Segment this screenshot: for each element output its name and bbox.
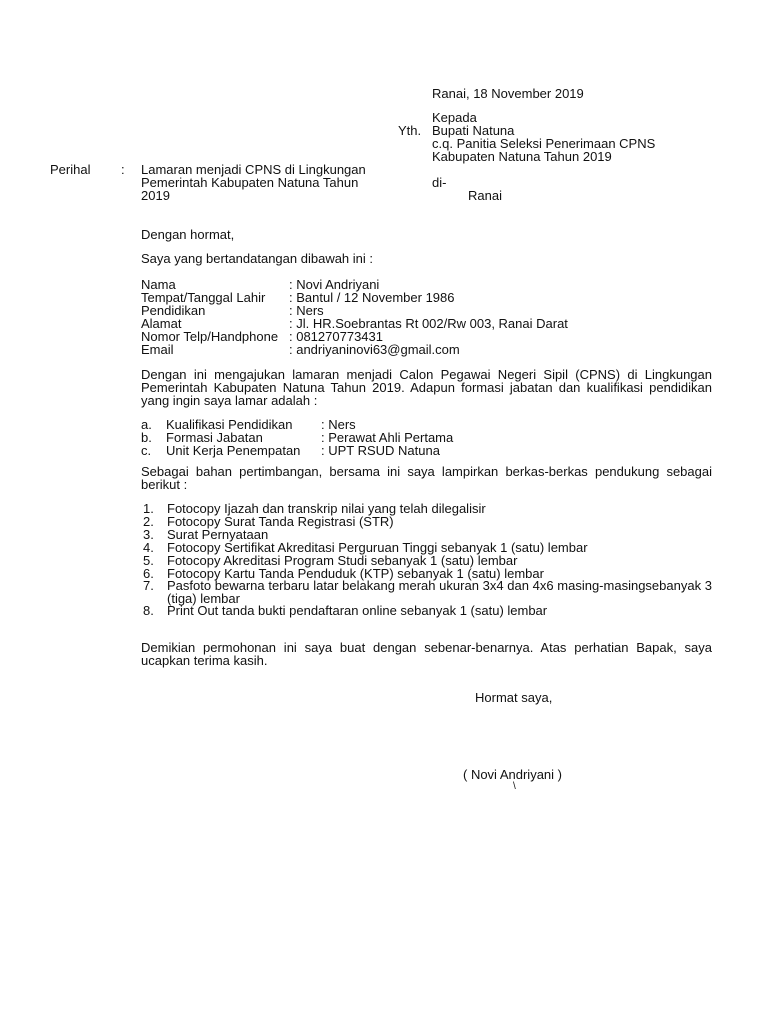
attachment-text: Fotocopy Sertifikat Akreditasi Perguruan Tinggi sebanyak 1 (satu) lembar xyxy=(167,540,588,555)
formation-marker: b. xyxy=(141,430,152,445)
formation-value: : UPT RSUD Natuna xyxy=(321,443,440,458)
perihal-line: Lamaran menjadi CPNS di Lingkungan xyxy=(141,162,366,177)
attachment-text: Fotocopy Surat Tanda Registrasi (STR) xyxy=(167,514,394,529)
attachment-marker: 7. xyxy=(143,578,154,593)
kepada-label: Kepada xyxy=(432,110,477,125)
formation-marker: a. xyxy=(141,417,152,432)
recipient-city: Ranai xyxy=(468,188,502,203)
identity-value: : 081270773431 xyxy=(289,329,383,344)
identity-value: : Bantul / 12 November 1986 xyxy=(289,290,455,305)
formation-label: Kualifikasi Pendidikan xyxy=(166,417,293,432)
di-label: di- xyxy=(432,175,447,190)
perihal-label: Perihal xyxy=(50,162,91,177)
formation-label: Formasi Jabatan xyxy=(166,430,263,445)
closing-paragraph: Demikian permohonan ini saya buat dengan sebenar-benarnya. Atas perhatian Bapak, saya ucapkan terima kasih. xyxy=(141,640,712,668)
attachment-marker: 4. xyxy=(143,540,154,555)
formation-marker: c. xyxy=(141,443,152,458)
recipient-line: Kabupaten Natuna Tahun 2019 xyxy=(432,149,612,164)
identity-label: Email xyxy=(141,342,174,357)
attachment-text: Surat Pernyataan xyxy=(167,527,269,542)
identity-value: : Novi Andriyani xyxy=(289,277,380,292)
recipient-line: Bupati Natuna xyxy=(432,123,515,138)
attachment-text: Pasfoto bewarna terbaru latar belakang merah ukuran 3x4 dan 4x6 masing-masingsebanyak 3 (tiga) lembar xyxy=(167,578,712,606)
attachments-intro: Sebagai bahan pertimbangan, bersama ini saya lampirkan berkas-berkas pendukung sebagai berikut : xyxy=(141,464,712,492)
identity-value: : Ners xyxy=(289,303,324,318)
formation-value: : Ners xyxy=(321,417,356,432)
attachment-marker: 6. xyxy=(143,566,154,581)
attachment-text: Print Out tanda bukti pendaftaran online sebanyak 1 (satu) lembar xyxy=(167,603,548,618)
identity-value: : Jl. HR.Soebrantas Rt 002/Rw 003, Ranai Darat xyxy=(289,316,568,331)
perihal-colon: : xyxy=(121,162,125,177)
identity-label: Pendidikan xyxy=(141,303,206,318)
attachment-text: Fotocopy Akreditasi Program Studi sebanyak 1 (satu) lembar xyxy=(167,553,518,568)
application-paragraph: Dengan ini mengajukan lamaran menjadi Calon Pegawai Negeri Sipil (CPNS) di Lingkungan Pemerintah Kabupaten Natuna Tahun 2019. Adapun formasi jabatan dan kualifikasi pendidikan yang ingin saya lamar adalah : xyxy=(141,367,712,408)
attachment-text: Fotocopy Ijazah dan transkrip nilai yang telah dilegalisir xyxy=(167,501,486,516)
place-date: Ranai, 18 November 2019 xyxy=(432,86,584,101)
attachment-marker: 8. xyxy=(143,603,154,618)
identity-value: : andriyaninovi63@gmail.com xyxy=(289,342,460,357)
identity-label: Nama xyxy=(141,277,176,292)
intro-text: Saya yang bertandatangan dibawah ini : xyxy=(141,251,374,266)
attachment-text: Fotocopy Kartu Tanda Penduduk (KTP) sebanyak 1 (satu) lembar xyxy=(167,566,544,581)
attachment-marker: 1. xyxy=(143,501,154,516)
attachment-marker: 3. xyxy=(143,527,154,542)
yth-label: Yth. xyxy=(398,123,422,138)
attachment-marker: 2. xyxy=(143,514,154,529)
recipient-line: c.q. Panitia Seleksi Penerimaan CPNS xyxy=(432,136,656,151)
signoff: Hormat saya, xyxy=(475,690,553,705)
formation-label: Unit Kerja Penempatan xyxy=(166,443,301,458)
perihal-line: Pemerintah Kabupaten Natuna Tahun xyxy=(141,175,359,190)
identity-label: Tempat/Tanggal Lahir xyxy=(141,290,266,305)
attachment-marker: 5. xyxy=(143,553,154,568)
identity-label: Alamat xyxy=(141,316,182,331)
greeting: Dengan hormat, xyxy=(141,227,235,242)
identity-label: Nomor Telp/Handphone xyxy=(141,329,279,344)
stray-mark: \ xyxy=(513,781,516,792)
signature-name: ( Novi Andriyani ) xyxy=(463,767,562,782)
formation-value: : Perawat Ahli Pertama xyxy=(321,430,454,445)
perihal-line: 2019 xyxy=(141,188,170,203)
